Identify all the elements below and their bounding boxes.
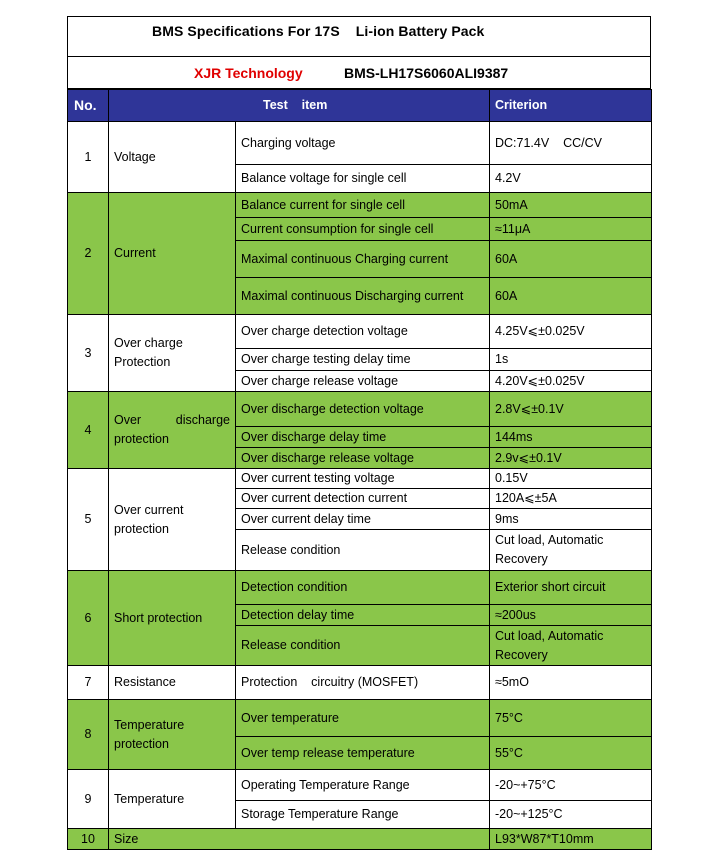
criterion-value: 75°C [490,700,652,737]
category-name: Current [109,193,236,315]
table-row [68,469,652,489]
test-item: Protection circuitry (MOSFET) [236,666,490,700]
criterion-value: 0.15V [490,469,652,489]
test-item: Over discharge release voltage [236,448,490,469]
test-item: Release condition [236,626,490,666]
table-row [68,829,652,850]
row-number: 4 [68,392,109,469]
header-test-item: Test item [109,90,490,122]
category-name: Temperature protection [109,700,236,770]
test-item: Over current detection current [236,489,490,509]
test-item: Over discharge delay time [236,427,490,448]
test-item: Balance voltage for single cell [236,165,490,193]
test-item: Operating Temperature Range [236,770,490,801]
test-item: Release condition [236,530,490,571]
table-row [68,666,652,700]
document-title: BMS Specifications For 17S Li-ion Battery Pack [152,23,485,39]
company-name: XJR Technology [194,65,303,81]
category-name: Over current protection [109,469,236,571]
header-no: No. [68,90,109,122]
category-name: Over discharge protection [109,392,236,469]
spec-sheet [67,16,651,850]
criterion-value: 60A [490,241,652,278]
header-criterion: Criterion [490,90,652,122]
table-row [68,392,652,427]
row-number: 2 [68,193,109,315]
criterion-value: Cut load, Automatic Recovery [490,626,652,666]
title-row [67,16,651,57]
row-number: 6 [68,571,109,666]
table-body [68,122,652,850]
row-number: 8 [68,700,109,770]
criterion-value: -20~+75°C [490,770,652,801]
test-item: Over temperature [236,700,490,737]
category-name: Size [109,829,490,850]
criterion-value: 2.8V⩽±0.1V [490,392,652,427]
criterion-value: ≈5mO [490,666,652,700]
criterion-value: Cut load, Automatic Recovery [490,530,652,571]
criterion-value: Exterior short circuit [490,571,652,605]
criterion-value: ≈11μA [490,218,652,241]
test-item: Maximal continuous Charging current [236,241,490,278]
category-name: Short protection [109,571,236,666]
test-item: Balance current for single cell [236,193,490,218]
table-row [68,122,652,165]
criterion-value: ≈200us [490,605,652,626]
criterion-value: DC:71.4V CC/CV [490,122,652,165]
test-item: Over discharge detection voltage [236,392,490,427]
model-number: BMS-LH17S6060ALI9387 [344,65,509,81]
criterion-value: 2.9v⩽±0.1V [490,448,652,469]
table-row [68,315,652,349]
row-number: 10 [68,829,109,850]
criterion-value: 120A⩽±5A [490,489,652,509]
row-number: 9 [68,770,109,829]
brand-row [67,57,651,89]
table-row [68,193,652,218]
spec-table [67,89,652,850]
test-item: Over current delay time [236,509,490,530]
row-number: 5 [68,469,109,571]
category-name: Temperature [109,770,236,829]
criterion-value: -20~+125°C [490,801,652,829]
row-number: 7 [68,666,109,700]
table-row [68,700,652,737]
test-item: Detection condition [236,571,490,605]
row-number: 1 [68,122,109,193]
test-item: Over temp release temperature [236,737,490,770]
criterion-value: 4.25V⩽±0.025V [490,315,652,349]
test-item: Detection delay time [236,605,490,626]
table-row [68,571,652,605]
criterion-value: 4.20V⩽±0.025V [490,371,652,392]
category-name: Voltage [109,122,236,193]
test-item: Storage Temperature Range [236,801,490,829]
test-item: Current consumption for single cell [236,218,490,241]
criterion-value: 1s [490,349,652,371]
test-item: Over charge testing delay time [236,349,490,371]
criterion-value: 50mA [490,193,652,218]
category-name: Over charge Protection [109,315,236,392]
criterion-value: 144ms [490,427,652,448]
criterion-value: 60A [490,278,652,315]
criterion-value: 9ms [490,509,652,530]
criterion-value: L93*W87*T10mm [490,829,652,850]
test-item: Maximal continuous Discharging current [236,278,490,315]
table-row [68,770,652,801]
criterion-value: 4.2V [490,165,652,193]
test-item: Over charge detection voltage [236,315,490,349]
criterion-value: 55°C [490,737,652,770]
test-item: Over current testing voltage [236,469,490,489]
row-number: 3 [68,315,109,392]
table-header [68,90,652,122]
category-name: Resistance [109,666,236,700]
test-item: Over charge release voltage [236,371,490,392]
test-item: Charging voltage [236,122,490,165]
